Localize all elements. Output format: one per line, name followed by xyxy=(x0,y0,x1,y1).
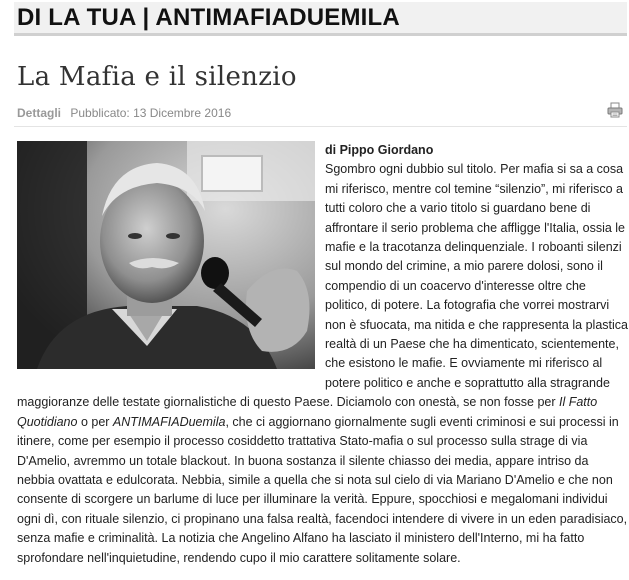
photo-float-spacer xyxy=(17,141,325,374)
newspaper-name: Il Fatto Quotidiano xyxy=(17,395,598,429)
published-date: Pubblicato: 13 Dicembre 2016 xyxy=(70,106,232,120)
meta-divider xyxy=(14,126,627,127)
article-title[interactable]: La Mafia e il silenzio xyxy=(17,62,297,92)
details-label: Dettagli xyxy=(17,106,62,120)
article-text-3: , che ci aggiornano giornalmente sugli eventi criminosi e sui processi in itinere, come per esempio il processo cosiddetto trattativa Stato-mafia o sul processo sulla strage di via D'Amelio, avremmo un totale blackout. In buona sostanza il silente chiasso dei media, appare intriso da nebbia ovattata e edulcorata. Nebbia, simile a quella che si nota sul cielo di via Mariano D'Amelio e che non consente di scorgere un barlume di luce per illuminare la verità. Eppure, spocchiosi e megalomani individui ogni dì, con rituale silenzio, ci propinano una falsa realtà, facendoci intendere di vivere in un eden paradisiaco, senza mafie e criminalità. La notizia che Angelino Alfano ha lasciato il ministero dell'Interno, mi ha fatto sprofondare nell'inquietudine, rendendo cupo il mio carattere solitamente solare. xyxy=(17,414,628,565)
article-text-2: o per xyxy=(77,414,113,429)
article-meta xyxy=(17,106,231,120)
article-text-1: Sgombro ogni dubbio sul titolo. Per mafia si sa a cosa mi riferisco, mentre col temine “silenzio”, mi riferisco a tutti coloro che a vario titolo si guardano bene di affrontare il serio problema che affligge l'Italia, ossia le mafie e la tracotanza delinquenziale. I roboanti silenzi sul mondo del crimine, a mio parere dolosi, sono il compendio di un coacervo d'interesse oltre che politico, di potere. La fotografia che vorrei mostrarvi non è sfuocata, ma nitida e che rappresenta la plastica realtà di un Paese che ha dimenticato, scientemente, che esistono le mafie. E ovviamente mi riferisco al potere politico e anche e soprattutto alla stragrande maggioranze delle testate giornalistiche di questo Paese. Diciamolo con onestà, se non fosse per xyxy=(17,162,628,410)
section-title: DI LA TUA | ANTIMAFIADUEMILA xyxy=(17,4,400,31)
section-header xyxy=(14,2,627,36)
article-body xyxy=(17,141,629,568)
site-name: ANTIMAFIADuemila xyxy=(112,414,226,429)
article-author: di Pippo Giordano xyxy=(325,143,434,157)
print-icon[interactable] xyxy=(607,102,623,118)
